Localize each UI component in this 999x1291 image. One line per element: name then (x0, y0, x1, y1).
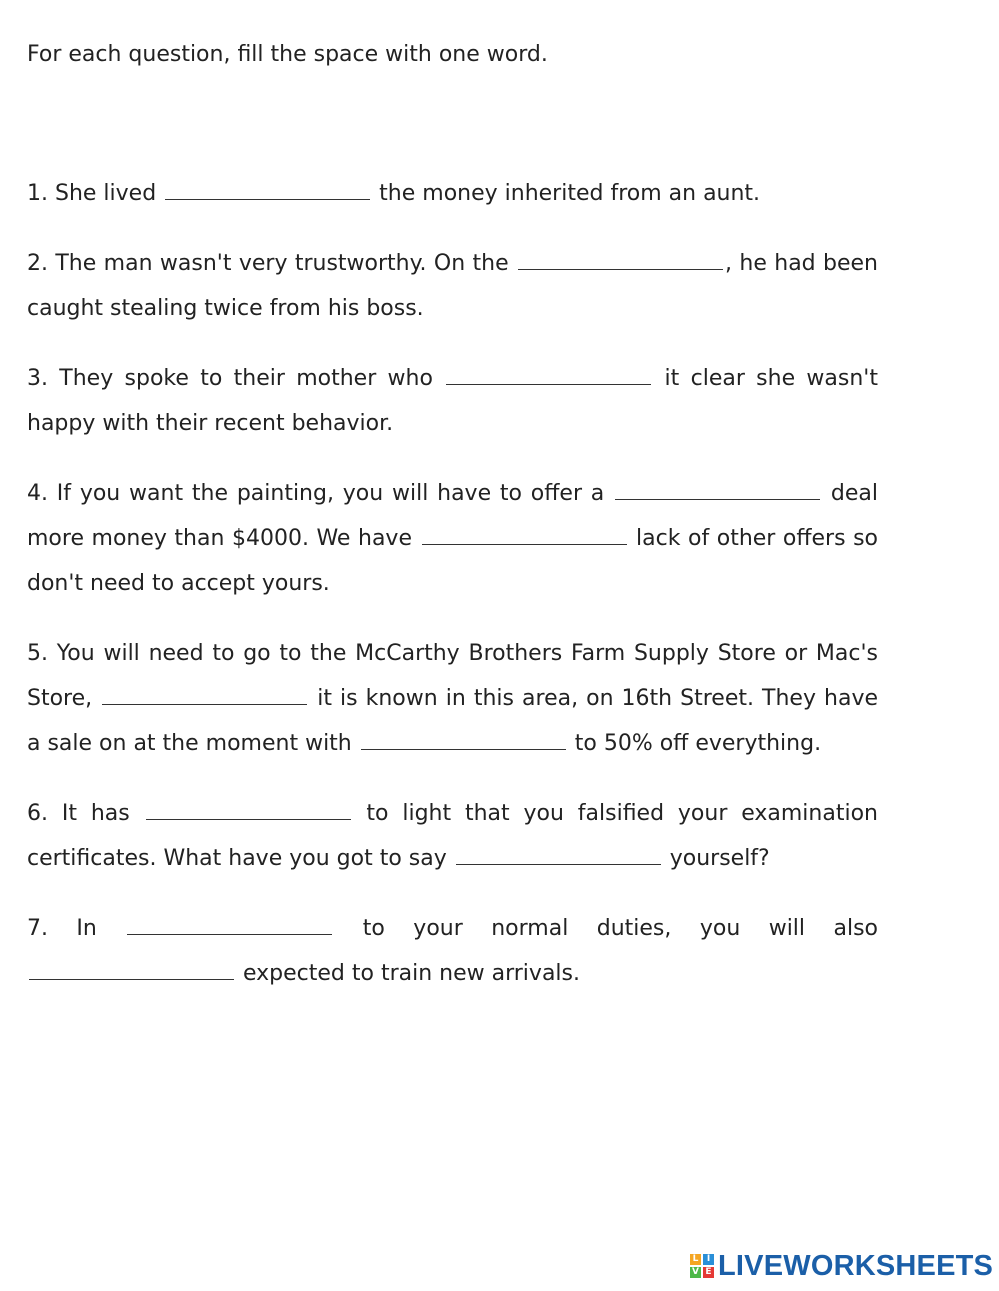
question-text: , he had been caught stealing twice from his boss. (27, 251, 879, 321)
question-text: deal more money than $4000. We have (27, 481, 878, 551)
question-1 (27, 171, 878, 216)
question-text: yourself? (662, 846, 770, 871)
question-text: 7. In (27, 916, 126, 941)
answer-blank-5b[interactable] (361, 721, 566, 750)
answer-blank-6b[interactable] (456, 836, 661, 865)
logo-mark-letter: I (703, 1254, 714, 1265)
question-list (27, 171, 878, 1021)
question-text: it is known in this area, on 16th Street. They have a sale on at the moment with (27, 686, 878, 756)
question-text: the money inherited from an aunt. (372, 181, 761, 206)
answer-blank-7b[interactable] (29, 951, 234, 980)
logo-mark-letter: E (703, 1267, 714, 1278)
answer-blank-4b[interactable] (422, 516, 627, 545)
question-text: it clear she wasn't happy with their recent behavior. (27, 366, 878, 436)
question-7 (27, 906, 878, 996)
question-text: to 50% off everything. (567, 731, 822, 756)
logo-text: LIVEWORKSHEETS (718, 1249, 994, 1282)
question-text: 5. You will need to go to the McCarthy Brothers Farm Supply Store or Mac's Store, (27, 641, 878, 711)
answer-blank-3[interactable] (446, 356, 651, 385)
liveworksheets-logo (690, 1250, 993, 1282)
answer-blank-6a[interactable] (146, 791, 351, 820)
question-text: 6. It has (27, 801, 144, 826)
instruction-text: For each question, fill the space with one word. (27, 42, 548, 67)
question-6 (27, 791, 878, 881)
liveworksheets-logo-icon (690, 1254, 714, 1278)
question-text: to your normal duties, you will also (334, 916, 878, 941)
answer-blank-2[interactable] (518, 241, 723, 270)
answer-blank-7a[interactable] (127, 906, 332, 935)
question-text: to light that you falsified your examination certificates. What have you got to say (27, 801, 878, 871)
question-text: lack of other offers so don't need to accept yours. (27, 526, 878, 596)
answer-blank-5a[interactable] (102, 676, 307, 705)
question-text: 3. They spoke to their mother who (27, 366, 445, 391)
logo-mark-letter: V (690, 1267, 701, 1278)
question-4 (27, 471, 878, 606)
question-text: 1. She lived (27, 181, 164, 206)
question-2 (27, 241, 878, 331)
answer-blank-1[interactable] (165, 171, 370, 200)
answer-blank-4a[interactable] (615, 471, 820, 500)
question-text: 2. The man wasn't very trustworthy. On the (27, 251, 517, 276)
question-3 (27, 356, 878, 446)
question-5 (27, 631, 878, 766)
logo-mark-letter: L (690, 1254, 701, 1265)
question-text: expected to train new arrivals. (236, 961, 580, 986)
question-text: 4. If you want the painting, you will have to offer a (27, 481, 614, 506)
